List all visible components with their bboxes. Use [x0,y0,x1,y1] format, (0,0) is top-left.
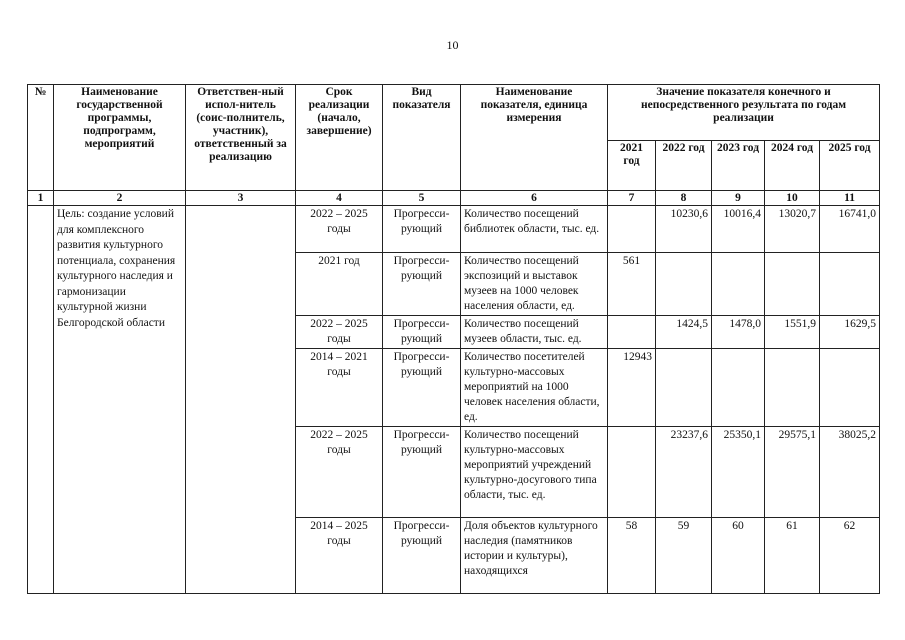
table-row [28,206,880,253]
column-number: 1 [28,191,54,206]
value-2021 [608,206,656,253]
page-number: 10 [446,38,459,52]
value-2023: 1478,0 [712,316,765,349]
value-2022: 23237,6 [656,427,712,518]
value-2022: 10230,6 [656,206,712,253]
column-number: 3 [186,191,296,206]
value-2024 [765,349,820,427]
value-2023: 25350,1 [712,427,765,518]
header-year-2023: 2023 год [712,141,765,191]
header-year-2025: 2025 год [820,141,880,191]
column-number: 5 [383,191,461,206]
value-2024: 29575,1 [765,427,820,518]
header-year-2024: 2024 год [765,141,820,191]
value-2024: 13020,7 [765,206,820,253]
column-number: 8 [656,191,712,206]
value-2025: 62 [820,518,880,594]
header-values-group: Значение показателя конечного и непосредственного результата по годам реализации [608,85,880,141]
goal-text: Цель: создание условий для комплексного развития культурного потенциала, сохранения культурного наследия и гармонизации культурной жизни Белгородской области [54,206,186,594]
value-2023 [712,349,765,427]
value-2022 [656,253,712,316]
value-2025: 1629,5 [820,316,880,349]
row-period: 2014 – 2025 годы [296,518,383,594]
row-indicator-name: Количество посещений музеев области, тыс. ед. [461,316,608,349]
row-period: 2022 – 2025 годы [296,316,383,349]
row-indicator-name: Доля объектов культурного наследия (памятников истории и культуры), находящихся [461,518,608,594]
row-type: Прогресси-рующий [383,518,461,594]
column-number: 4 [296,191,383,206]
column-number: 9 [712,191,765,206]
header-responsible: Ответствен-ный испол-нитель (соис-полнитель, участник), ответственный за реализацию [186,85,296,191]
row-indicator-name: Количество посетителей культурно-массовых мероприятий на 1000 человек населения области, ед. [461,349,608,427]
row-indicator-name: Количество посещений культурно-массовых мероприятий учреждений культурно-досугового типа области, тыс. ед. [461,427,608,518]
header-no: № [28,85,54,191]
header-period: Срок реализации (начало, завершение) [296,85,383,191]
row-type: Прогресси-рующий [383,316,461,349]
responsible-cell [186,206,296,594]
header-year-2021: 2021 год [608,141,656,191]
header-indicator-type: Вид показателя [383,85,461,191]
column-numbers-row [28,191,880,206]
row-period: 2022 – 2025 годы [296,206,383,253]
header-year-2022: 2022 год [656,141,712,191]
value-2021 [608,316,656,349]
value-2021: 12943 [608,349,656,427]
row-period: 2021 год [296,253,383,316]
indicators-table [27,84,880,594]
column-number: 6 [461,191,608,206]
value-2025 [820,349,880,427]
value-2022 [656,349,712,427]
value-2024 [765,253,820,316]
row-number-cell [28,206,54,594]
value-2025: 16741,0 [820,206,880,253]
value-2023: 10016,4 [712,206,765,253]
value-2023: 60 [712,518,765,594]
row-type: Прогресси-рующий [383,349,461,427]
value-2021 [608,427,656,518]
value-2024: 61 [765,518,820,594]
value-2021: 58 [608,518,656,594]
value-2025 [820,253,880,316]
value-2025: 38025,2 [820,427,880,518]
value-2024: 1551,9 [765,316,820,349]
row-indicator-name: Количество посещений экспозиций и выставок музеев на 1000 человек населения области, ед. [461,253,608,316]
header-indicator-name: Наименование показателя, единица измерения [461,85,608,191]
value-2023 [712,253,765,316]
row-indicator-name: Количество посещений библиотек области, тыс. ед. [461,206,608,253]
row-type: Прогресси-рующий [383,206,461,253]
column-number: 7 [608,191,656,206]
column-number: 2 [54,191,186,206]
header-program-name: Наименование государственной программы, подпрограмм, мероприятий [54,85,186,191]
value-2022: 1424,5 [656,316,712,349]
value-2022: 59 [656,518,712,594]
column-number: 11 [820,191,880,206]
row-period: 2014 – 2021 годы [296,349,383,427]
value-2021: 561 [608,253,656,316]
row-period: 2022 – 2025 годы [296,427,383,518]
row-type: Прогресси-рующий [383,253,461,316]
row-type: Прогресси-рующий [383,427,461,518]
column-number: 10 [765,191,820,206]
